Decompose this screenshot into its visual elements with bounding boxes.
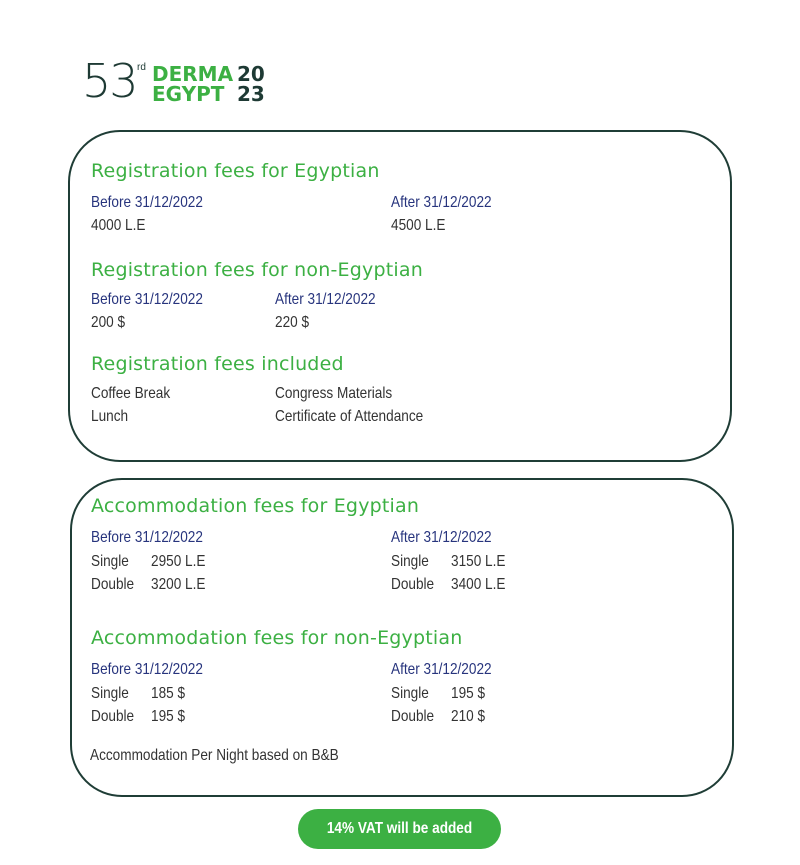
registration-egyptian-title: Registration fees for Egyptian: [91, 160, 380, 182]
acc-egy-after-double-room: Double: [391, 576, 435, 593]
acc-nonegy-after-double-room: Double: [391, 708, 435, 725]
acc-egy-before-label: Before 31/12/2022: [91, 529, 203, 546]
acc-nonegy-after-single-room: Single: [391, 685, 429, 702]
acc-nonegy-before-double-room: Double: [91, 708, 135, 725]
acc-egy-after-label: After 31/12/2022: [391, 529, 492, 546]
acc-nonegy-after-double-price: 210 $: [451, 708, 486, 725]
congress-logo: [82, 54, 282, 108]
reg-nonegy-before-label: Before 31/12/2022: [91, 291, 203, 308]
reg-egy-after-label: After 31/12/2022: [391, 194, 492, 211]
included-item: Coffee Break: [91, 385, 171, 402]
acc-egy-before-double-price: 3200 L.E: [151, 576, 206, 593]
vat-text: 14% VAT will be added: [326, 820, 473, 837]
included-item: Congress Materials: [275, 385, 393, 402]
logo-year-bottom: 23: [237, 82, 265, 106]
reg-nonegy-before-value: 200 $: [91, 314, 126, 331]
acc-nonegy-before-single-room: Single: [91, 685, 129, 702]
included-item: Lunch: [91, 408, 129, 425]
reg-egy-before-label: Before 31/12/2022: [91, 194, 203, 211]
acc-nonegy-after-label: After 31/12/2022: [391, 661, 492, 678]
logo-derma: DERMA: [152, 62, 234, 86]
acc-egy-before-single-price: 2950 L.E: [151, 553, 206, 570]
reg-egy-before-value: 4000 L.E: [91, 217, 146, 234]
logo-superscript: rd: [137, 62, 146, 73]
acc-nonegy-after-single-price: 195 $: [451, 685, 486, 702]
reg-egy-after-value: 4500 L.E: [391, 217, 446, 234]
acc-nonegy-before-double-price: 195 $: [151, 708, 186, 725]
accommodation-non-egyptian-title: Accommodation fees for non-Egyptian: [91, 627, 463, 649]
acc-egy-after-double-price: 3400 L.E: [451, 576, 506, 593]
acc-egy-before-double-room: Double: [91, 576, 135, 593]
acc-egy-after-single-price: 3150 L.E: [451, 553, 506, 570]
acc-egy-after-single-room: Single: [391, 553, 429, 570]
reg-nonegy-after-label: After 31/12/2022: [275, 291, 376, 308]
reg-nonegy-after-value: 220 $: [275, 314, 310, 331]
registration-included-title: Registration fees included: [91, 353, 344, 375]
accommodation-egyptian-title: Accommodation fees for Egyptian: [91, 495, 420, 517]
acc-nonegy-before-label: Before 31/12/2022: [91, 661, 203, 678]
acc-nonegy-before-single-price: 185 $: [151, 685, 186, 702]
acc-egy-before-single-room: Single: [91, 553, 129, 570]
logo-year-top: 20: [237, 62, 265, 86]
logo-egypt: EGYPT: [152, 82, 225, 106]
registration-non-egyptian-title: Registration fees for non-Egyptian: [91, 259, 423, 281]
included-item: Certificate of Attendance: [275, 408, 424, 425]
accommodation-note: Accommodation Per Night based on B&B: [90, 747, 339, 764]
vat-badge: [298, 809, 501, 849]
logo-number: 53: [82, 54, 137, 108]
